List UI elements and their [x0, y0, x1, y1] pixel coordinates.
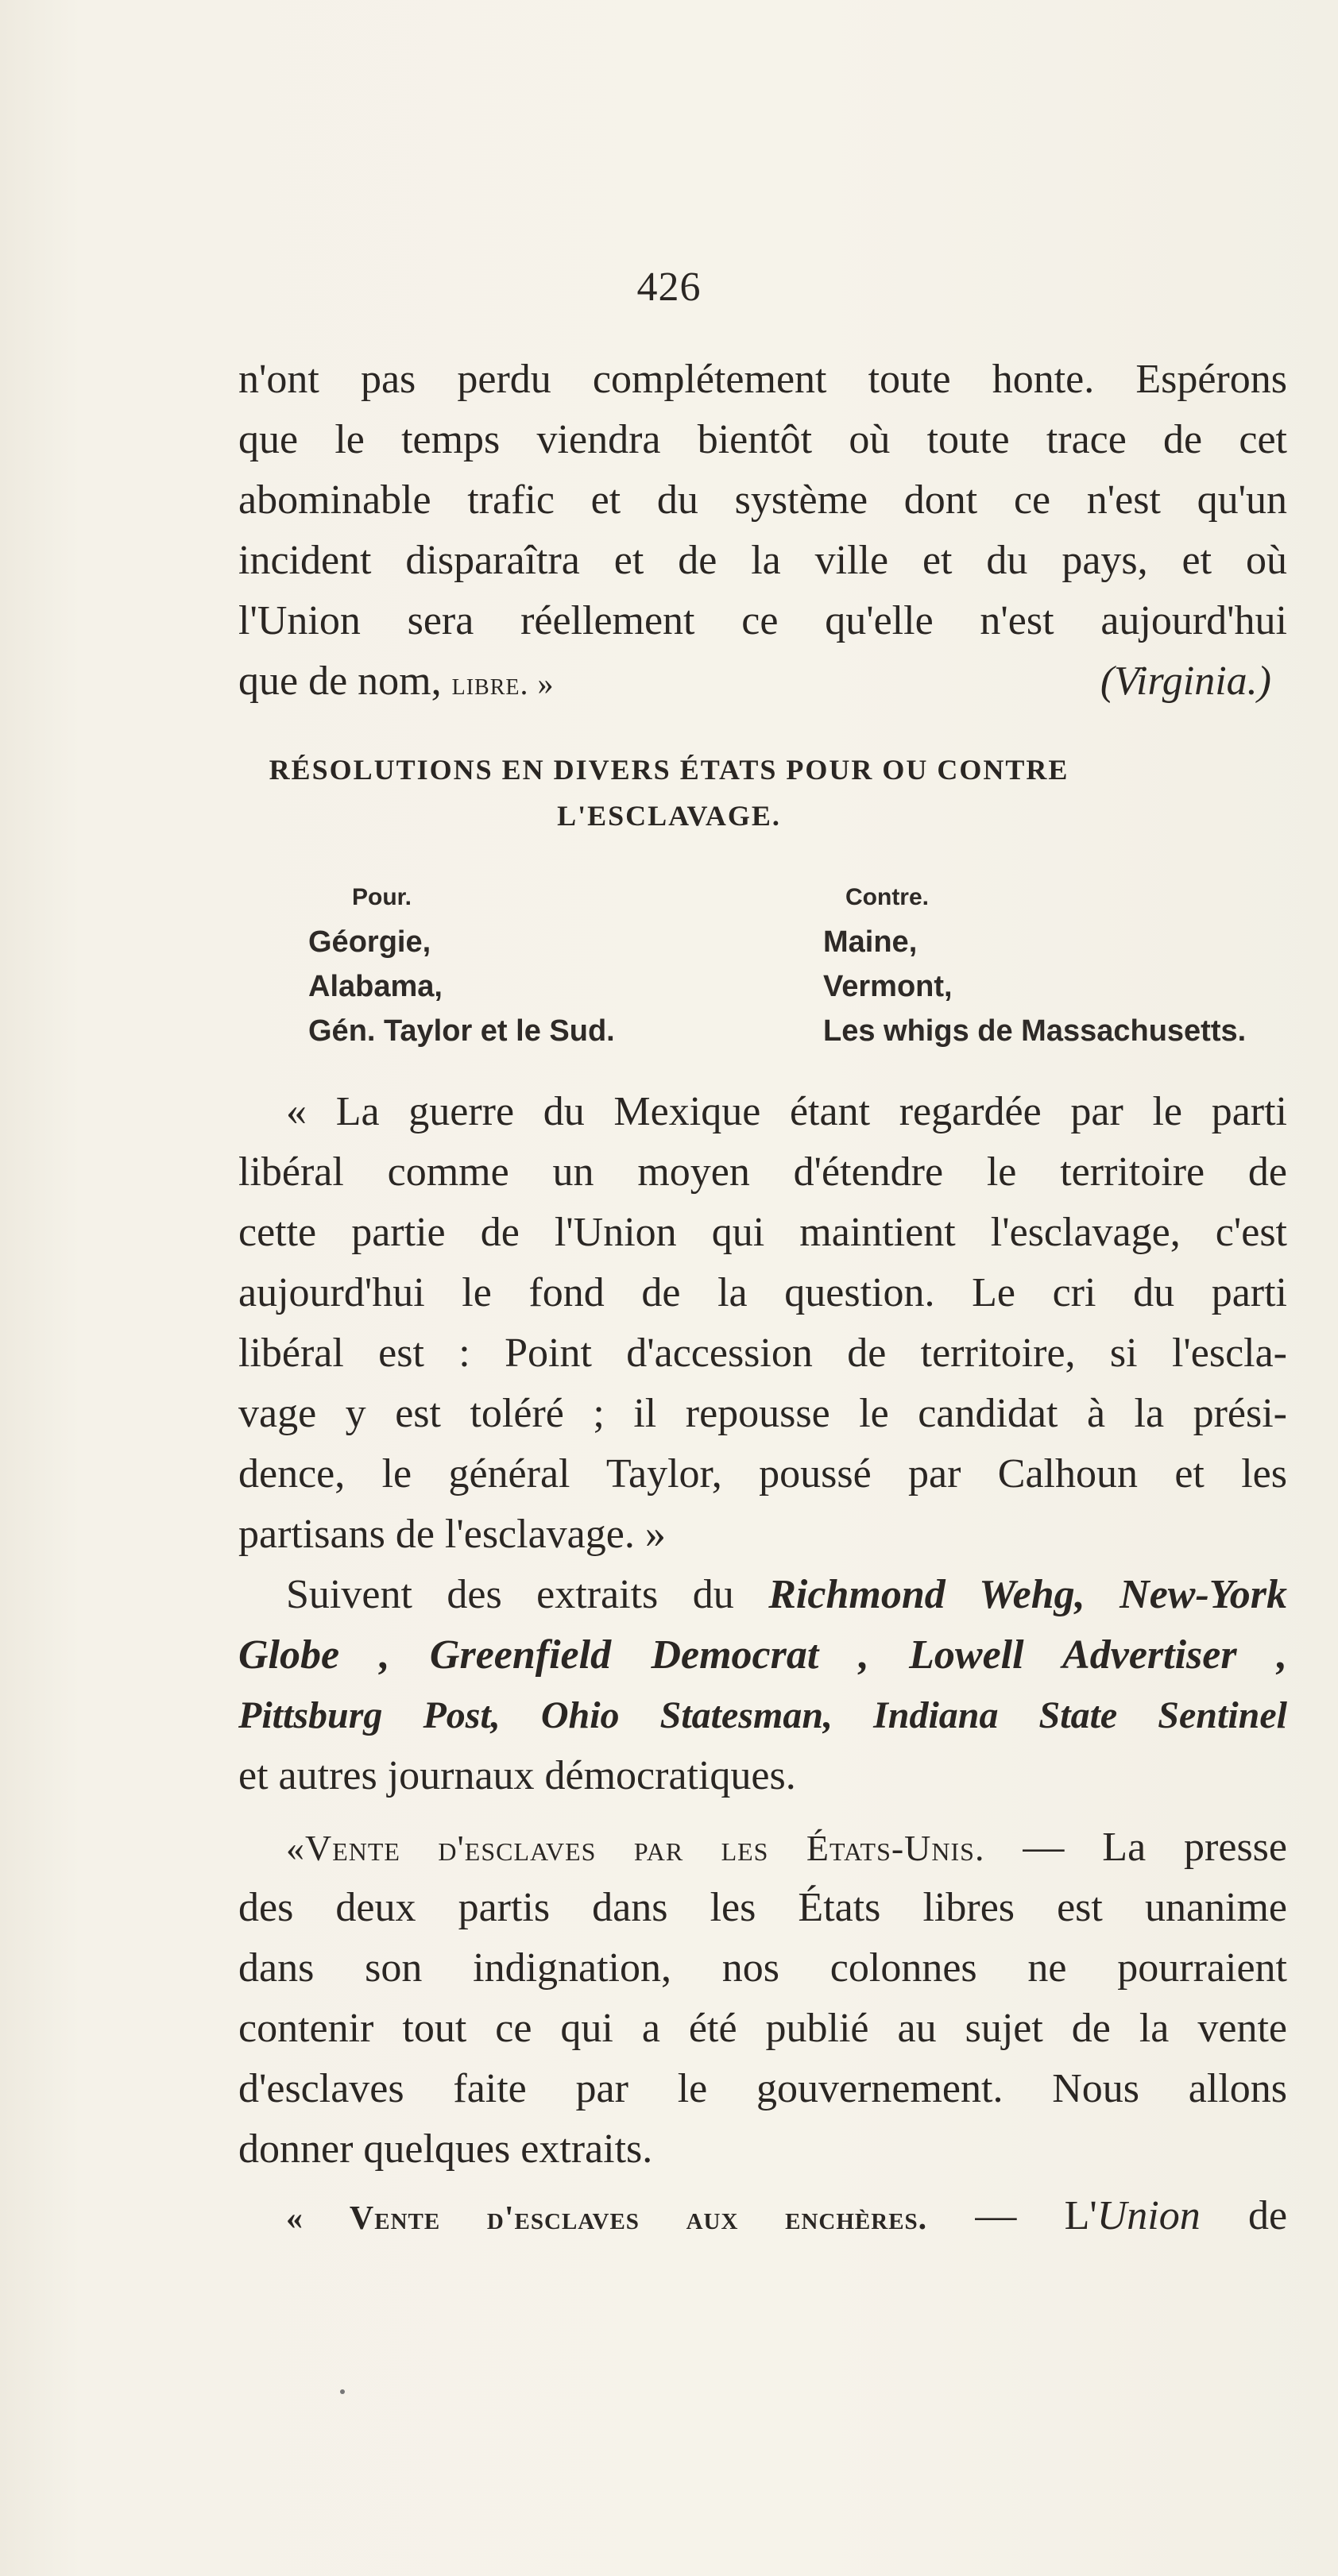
page-number: 426 [636, 265, 702, 310]
column-item: Gén. Taylor et le Sud. [308, 1014, 615, 1048]
libre-smallcaps: libre. » [451, 666, 555, 701]
paragraph-line: libéral est : Point d'accession de territoire, si l'escla- [238, 1330, 1287, 1376]
paragraph-line: vage y est toléré ; il repousse le candidat à la prési- [238, 1391, 1287, 1436]
union-phrase [1065, 2193, 1201, 2238]
paragraph-line: que le temps viendra bientôt où toute trace de cet [238, 417, 1287, 462]
paragraph-line: abominable trafic et du système dont ce n'est qu'un [238, 477, 1287, 523]
em-dash: — [975, 2193, 1017, 2238]
paper-speck [340, 2389, 345, 2394]
l-prefix: L' [1064, 2193, 1097, 2238]
paragraph-line: donner quelques extraits. [238, 2126, 653, 2172]
paragraph-line: et autres journaux démocratiques. [238, 1753, 796, 1798]
top-paragraph [238, 350, 1287, 712]
paragraph-line: dans son indignation, nos colonnes ne pourraient [238, 1945, 1287, 1991]
paragraph-line [238, 1565, 1287, 1625]
column-item: Alabama, [308, 970, 443, 1003]
newspaper-names-line: Globe , Greenfield Democrat , Lowell Advertiser , [238, 1632, 1287, 1678]
source-citation: (Virginia.) [1100, 658, 1271, 704]
paragraph-line [238, 2186, 1287, 2246]
paragraph-encheres [238, 2186, 1287, 2246]
paragraph-line: contenir tout ce qui a été publié au sujet de la vente [238, 2006, 1287, 2051]
paragraph-suivent [238, 1565, 1287, 1806]
paragraph-line: incident disparaîtra et de la ville et du pays, et où [238, 538, 1287, 583]
paragraph-line: libéral comme un moyen d'étendre le territoire de [238, 1149, 1287, 1195]
line-text: que de nom, [238, 658, 442, 704]
column-item: Vermont, [823, 970, 953, 1003]
paragraph-line: l'Union sera réellement ce qu'elle n'est aujourd'hui [238, 598, 1287, 643]
column-head: Pour. [352, 884, 412, 910]
section-heading-inline: «Vente d'esclaves par les États-Unis. [286, 1828, 985, 1868]
paragraph-line [238, 1817, 1287, 1878]
paragraph-line: « La guerre du Mexique étant regardée par le parti [286, 1089, 1287, 1134]
paragraph-line: des deux partis dans les États libres est unanime [238, 1885, 1287, 1930]
column-item: Géorgie, [308, 925, 431, 959]
newspaper-names-line: Pittsburg Post, Ohio Statesman, Indiana State Sentinel [238, 1694, 1287, 1736]
column-item: Maine, [823, 925, 918, 959]
paragraph-line: partisans de l'esclavage. » [238, 1512, 666, 1557]
resolutions-heading-line1: RÉSOLUTIONS EN DIVERS ÉTATS POUR OU CONTRE [269, 754, 1069, 786]
union-italic: Union [1096, 2193, 1201, 2238]
section-heading-inline: « Vente d'esclaves aux enchères. [286, 2200, 928, 2237]
line-text: — La presse [1023, 1825, 1288, 1870]
column-item: Les whigs de Massachusetts. [823, 1014, 1247, 1048]
paragraph-line: n'ont pas perdu complétement toute honte. Espérons [238, 357, 1287, 402]
line-end: de [1247, 2193, 1288, 2238]
column-contre [823, 875, 1246, 1053]
paragraph-line: cette partie de l'Union qui maintient l'esclavage, c'est [238, 1210, 1287, 1255]
paragraph-line: d'esclaves faite par le gouvernement. Nous allons [238, 2066, 1287, 2111]
paragraph-line: dence, le général Taylor, poussé par Calhoun et les [238, 1451, 1287, 1497]
paragraph-line: aujourd'hui le fond de la question. Le cri du parti [238, 1270, 1287, 1315]
paragraph-mexique [238, 1082, 1287, 1565]
resolutions-heading-line2: L'ESCLAVAGE. [557, 800, 781, 832]
paragraph-last-line [238, 651, 1287, 712]
column-head: Contre. [845, 884, 929, 910]
newspaper-names: Richmond Wehg, New-York [768, 1572, 1288, 1617]
column-pour [308, 875, 615, 1053]
paragraph-vente [238, 1817, 1287, 2180]
line-text: Suivent des extraits du [286, 1572, 734, 1617]
